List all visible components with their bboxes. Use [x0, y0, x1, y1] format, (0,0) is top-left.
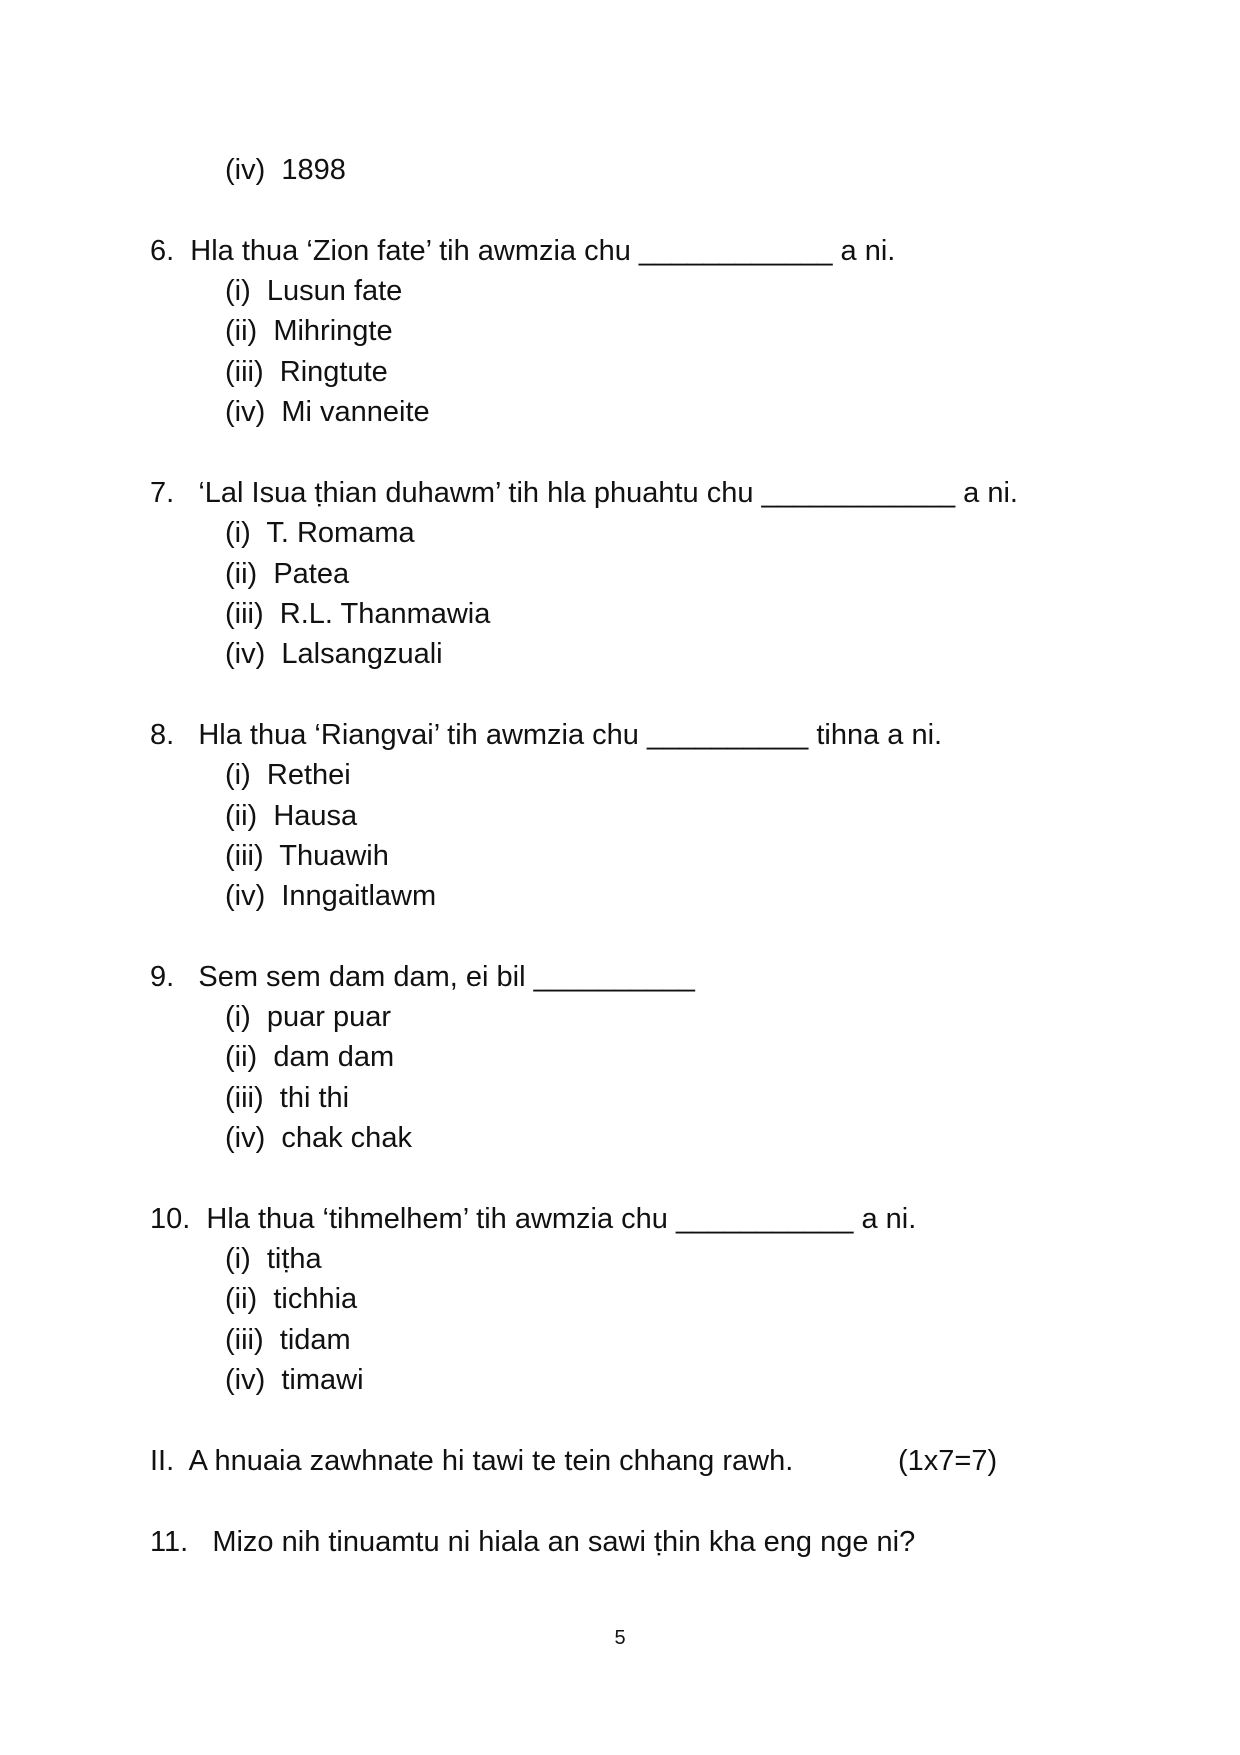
question-7-option-2: (ii) Patea — [225, 558, 350, 590]
question-11-stem: 11. Mizo nih tinuamtu ni hiala an sawi ṭhin kha eng nge ni? — [150, 1526, 916, 1558]
question-7-option-4: (iv) Lalsangzuali — [225, 638, 443, 670]
question-7-stem: 7. ‘Lal Isua ṭhian duhawm’ tih hla phuahtu chu ____________ a ni. — [150, 477, 1018, 509]
question-9-option-4: (iv) chak chak — [225, 1122, 412, 1154]
question-7-option-1: (i) T. Romama — [225, 517, 415, 549]
question-6-option-4: (iv) Mi vanneite — [225, 396, 430, 428]
question-10-option-3: (iii) tidam — [225, 1324, 351, 1356]
question-8-option-2: (ii) Hausa — [225, 800, 358, 832]
section-heading: II. A hnuaia zawhnate hi tawi te tein chhang rawh. — [150, 1445, 794, 1477]
option-iv-q5: (iv) 1898 — [225, 154, 346, 186]
question-7-option-3: (iii) R.L. Thanmawia — [225, 598, 491, 630]
question-10-option-4: (iv) timawi — [225, 1364, 364, 1396]
question-10-option-1: (i) tiṭha — [225, 1243, 322, 1275]
question-10-stem: 10. Hla thua ‘tihmelhem’ tih awmzia chu ___________ a ni. — [150, 1203, 917, 1235]
section-marks: (1x7=7) — [898, 1445, 998, 1477]
question-6-option-2: (ii) Mihringte — [225, 315, 393, 347]
question-8-stem: 8. Hla thua ‘Riangvai’ tih awmzia chu __________ tihna a ni. — [150, 719, 943, 751]
question-8-option-3: (iii) Thuawih — [225, 840, 389, 872]
question-8-option-4: (iv) Inngaitlawm — [225, 880, 437, 912]
question-8-option-1: (i) Rethei — [225, 759, 351, 791]
question-10-option-2: (ii) tichhia — [225, 1283, 358, 1315]
question-9-option-2: (ii) dam dam — [225, 1041, 395, 1073]
question-6-stem: 6. Hla thua ‘Zion fate’ tih awmzia chu ____________ a ni. — [150, 235, 896, 267]
question-9-option-3: (iii) thi thi — [225, 1082, 350, 1114]
question-9-stem: 9. Sem sem dam dam, ei bil __________ — [150, 961, 695, 993]
question-6-option-3: (iii) Ringtute — [225, 356, 388, 388]
page-number: 5 — [614, 1627, 626, 1649]
question-9-option-1: (i) puar puar — [225, 1001, 392, 1033]
question-6-option-1: (i) Lusun fate — [225, 275, 403, 307]
